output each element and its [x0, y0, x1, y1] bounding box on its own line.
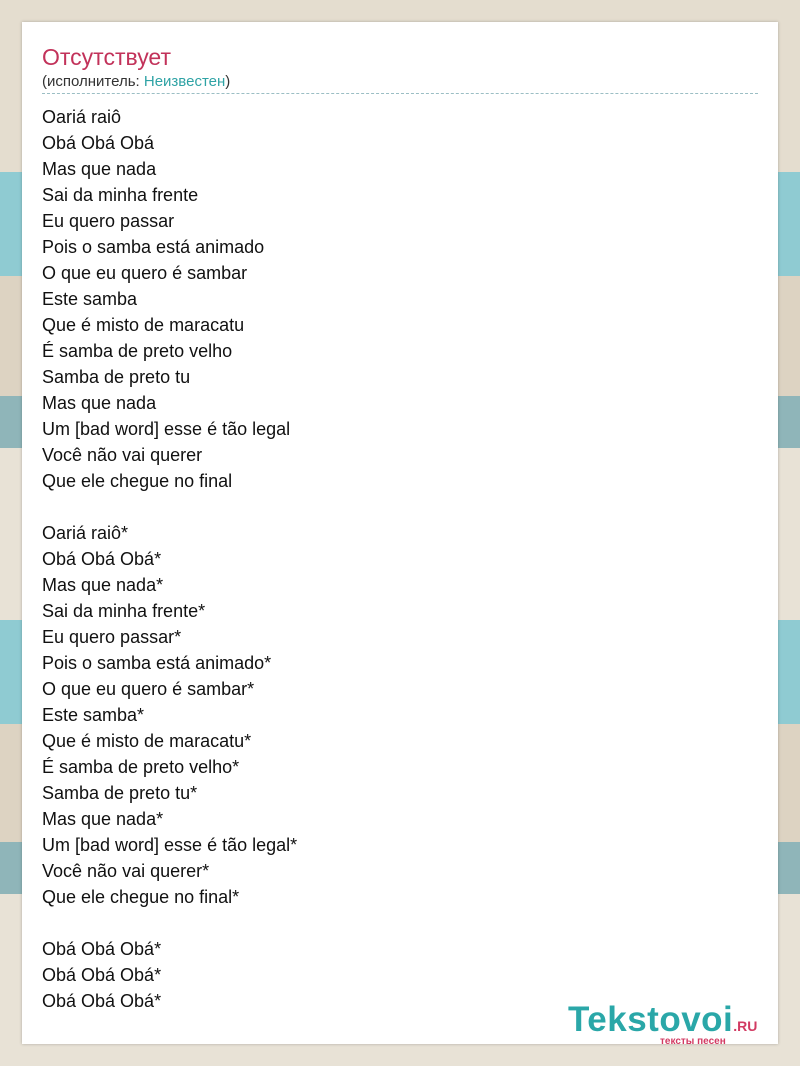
- header-divider: [42, 93, 758, 94]
- logo-subtitle: тексты песен: [660, 1036, 726, 1047]
- lyric-line: Obá Obá Obá*: [42, 991, 162, 1011]
- lyric-line: Samba de preto tu: [42, 367, 191, 387]
- lyric-line: O que eu quero é sambar*: [42, 679, 255, 699]
- lyric-line: Você não vai querer*: [42, 861, 210, 881]
- lyrics-body: [42, 104, 758, 1040]
- lyric-line: Que ele chegue no final*: [42, 887, 240, 907]
- lyrics-stanza-2: [42, 520, 758, 910]
- lyric-line: Um [bad word] esse é tão legal: [42, 419, 291, 439]
- lyric-line: Que é misto de maracatu*: [42, 731, 252, 751]
- site-logo[interactable]: [568, 1002, 778, 1046]
- performer-label: (исполнитель:: [42, 73, 144, 90]
- lyric-line: Que ele chegue no final: [42, 471, 233, 491]
- lyric-line: É samba de preto velho: [42, 341, 233, 361]
- lyric-line: Este samba: [42, 289, 138, 309]
- lyrics-stanza-1: [42, 104, 758, 494]
- lyric-line: Mas que nada: [42, 159, 157, 179]
- performer-close: ): [225, 73, 231, 90]
- lyric-line: Obá Obá Obá*: [42, 549, 162, 569]
- lyric-line: Um [bad word] esse é tão legal*: [42, 835, 298, 855]
- lyric-line: É samba de preto velho*: [42, 757, 240, 777]
- lyric-line: Pois o samba está animado: [42, 237, 265, 257]
- lyric-line: O que eu quero é sambar: [42, 263, 248, 283]
- lyric-line: Mas que nada*: [42, 809, 164, 829]
- performer-line: [42, 72, 758, 92]
- song-header: [42, 42, 758, 92]
- lyric-line: Eu quero passar*: [42, 627, 182, 647]
- lyric-line: Você não vai querer: [42, 445, 203, 465]
- lyric-line: Sai da minha frente*: [42, 601, 206, 621]
- lyric-line: Eu quero passar: [42, 211, 175, 231]
- logo-wordmark: Tekstovoi: [568, 1000, 734, 1039]
- lyric-line: Sai da minha frente: [42, 185, 199, 205]
- lyric-line: Oariá raiô: [42, 107, 122, 127]
- lyric-line: Obá Obá Obá*: [42, 939, 162, 959]
- logo-tld: .RU: [733, 1018, 758, 1034]
- lyric-line: Pois o samba está animado*: [42, 653, 272, 673]
- lyric-line: Obá Obá Obá: [42, 133, 155, 153]
- lyric-line: Que é misto de maracatu: [42, 315, 245, 335]
- performer-link[interactable]: Неизвестен: [143, 73, 226, 90]
- lyric-line: Este samba*: [42, 705, 145, 725]
- song-title: Отсутствует: [42, 44, 171, 70]
- lyric-line: Samba de preto tu*: [42, 783, 198, 803]
- lyrics-card: [22, 22, 778, 1047]
- lyric-line: Oariá raiô*: [42, 523, 129, 543]
- lyric-line: Mas que nada: [42, 393, 157, 413]
- lyric-line: Mas que nada*: [42, 575, 164, 595]
- lyric-line: Obá Obá Obá*: [42, 965, 162, 985]
